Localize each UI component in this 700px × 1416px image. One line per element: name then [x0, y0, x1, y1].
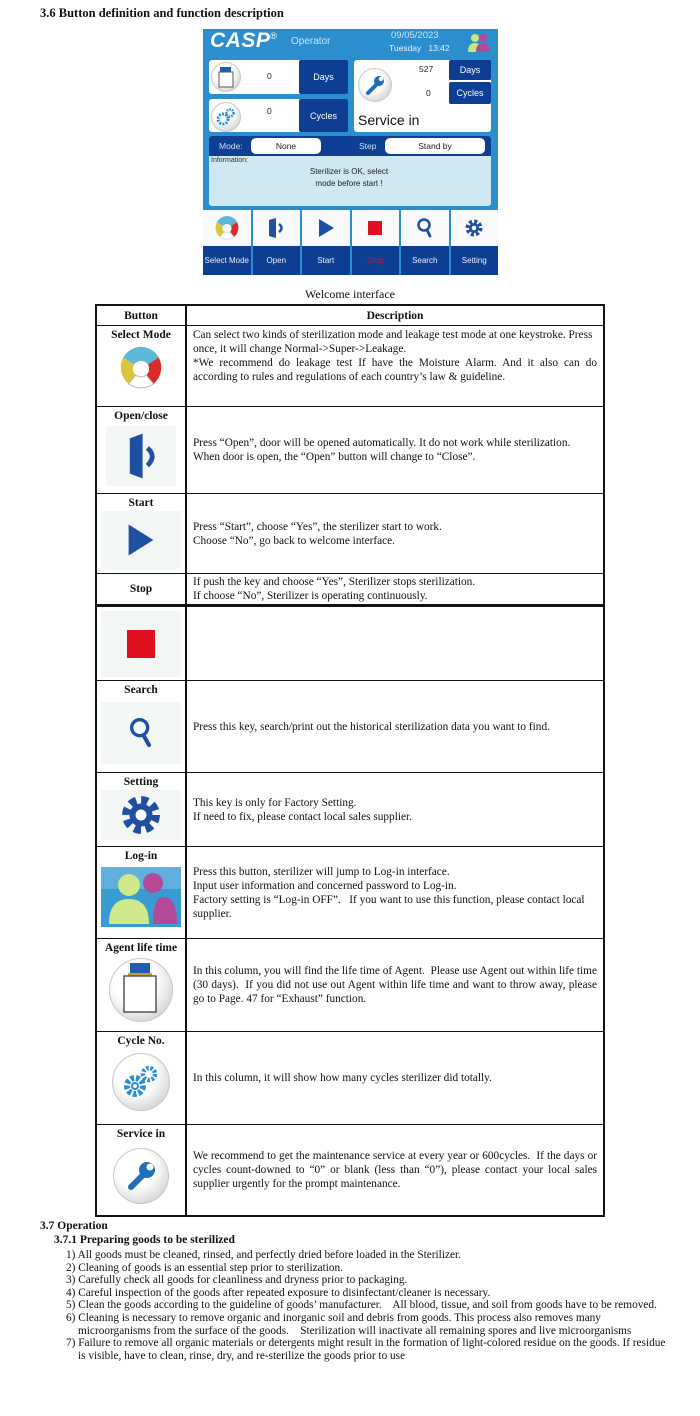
- list-item: 4) Careful inspection of the goods after repeated exposure to disinfectant/cleaner is necessary.: [66, 1286, 491, 1299]
- gear-icon: [464, 218, 484, 238]
- header-button: Button: [97, 306, 187, 325]
- description-line: *We recommend do leakage test If have the Moisture Alarm. And it also can do according to rules and regulations of each country’s law & guideline.: [193, 357, 597, 383]
- description-line: We recommend to get the maintenance service at every year or 600cycles. If the days or cycles count-downed to “0” or blank (less than “0”), please contact your local sales supplier urgently for the prompt maintenance.: [193, 1150, 600, 1190]
- table-row: [97, 1031, 603, 1124]
- figure-caption: Welcome interface: [305, 287, 395, 301]
- welcome-interface-screen: [203, 29, 498, 275]
- open-label: Open: [253, 246, 301, 275]
- description-line: Press “Start”, choose “Yes”, the sterilizer start to work.: [193, 520, 442, 533]
- button-name: Start: [128, 497, 154, 509]
- table-row: [97, 680, 603, 772]
- start-button[interactable]: [302, 210, 350, 275]
- button-name: Agent life time: [104, 942, 178, 954]
- registered-mark: ®: [270, 31, 278, 41]
- service-days-value: 527: [419, 64, 434, 74]
- user-role: Operator: [291, 36, 331, 47]
- search-label: Search: [401, 246, 449, 275]
- table-row: [97, 938, 603, 1031]
- service-days-unit: Days: [449, 60, 491, 81]
- agent-life-panel: [209, 60, 348, 94]
- step-label: Step: [359, 141, 377, 151]
- list-item: 1) All goods must be cleaned, rinsed, and perfectly dried before loaded in the Sterilizer.: [66, 1249, 461, 1261]
- table-row: [97, 406, 603, 493]
- cycle-gears-icon: [211, 102, 241, 132]
- list-item: 2) Cleaning of goods is an essential step prior to sterilization.: [66, 1261, 344, 1274]
- list-item: 5) Clean the goods according to the guideline of goods’ manufacturer. All blood, tissue, and soil from goods have to be removed.: [66, 1299, 657, 1312]
- wrench-icon: [113, 1148, 169, 1204]
- button-name: Cycle No.: [117, 1035, 165, 1047]
- mode-value: None: [251, 138, 321, 154]
- table-row: [97, 846, 603, 938]
- login-users-icon[interactable]: [467, 32, 491, 52]
- button-name: Service in: [116, 1128, 166, 1140]
- description-line: Factory setting is “Log-in OFF”. If you want to use this function, please contact local supplier.: [193, 893, 588, 920]
- information-panel: [209, 136, 491, 206]
- table-row: [97, 325, 603, 406]
- setting-label: Setting: [451, 246, 499, 275]
- mode-label: Mode:: [219, 141, 243, 151]
- description-line: Press “Open”, door will be opened automatically. It do not work while sterilization. When door is open, the “Open” button will change to “Close”.: [193, 437, 571, 463]
- info-line-1: Sterilizer is OK, select: [309, 167, 389, 176]
- logo-text: CASP: [210, 29, 271, 52]
- day-time-display: Tuesday 13:42: [389, 43, 450, 53]
- casp-logo: [210, 29, 278, 53]
- select-mode-label: Select Mode: [203, 246, 251, 275]
- agent-days-unit: Days: [299, 60, 348, 94]
- list-item: 3) Carefully check all goods for cleanliness and dryness prior to packaging.: [66, 1274, 408, 1287]
- stop-label: Stop: [352, 246, 400, 275]
- description-line: If push the key and choose “Yes”, Sterilizer stops sterilization.: [193, 576, 476, 588]
- information-label: Information:: [211, 157, 248, 164]
- button-name: Setting: [123, 776, 159, 788]
- button-name: Select Mode: [111, 329, 171, 341]
- section-heading-3-7-1: 3.7.1 Preparing goods to be sterilized: [54, 1234, 235, 1246]
- agent-days-value: 0: [267, 71, 272, 81]
- description-line: This key is only for Factory Setting.: [193, 796, 357, 809]
- search-icon: [416, 217, 434, 239]
- table-row: [97, 493, 603, 573]
- door-open-icon: [125, 432, 157, 480]
- screen-header: [203, 29, 498, 55]
- door-open-icon: [266, 217, 286, 239]
- cycles-value: 0: [267, 106, 272, 116]
- setting-button[interactable]: [451, 210, 499, 275]
- section-heading-3-7: 3.7 Operation: [40, 1220, 108, 1232]
- list-item: 7) Failure to remove all organic materials or detergents might result in the formation of light-colored residue on the goods. If residue is visible, have to clean, rinse, dry, and re-sterilize the goods prior to use: [66, 1337, 666, 1362]
- date-display: 09/05/2023: [391, 30, 439, 41]
- select-mode-icon: [118, 345, 164, 391]
- section-heading-3-6: 3.6 Button definition and function description: [40, 6, 284, 20]
- table-row: [97, 604, 603, 680]
- stop-icon: [367, 220, 383, 236]
- description-line: Input user information and concerned password to Log-in.: [193, 879, 457, 892]
- search-button[interactable]: [401, 210, 449, 275]
- table-row: [97, 573, 603, 604]
- gear-icon: [120, 794, 162, 836]
- description-line: Choose “No”, go back to welcome interface.: [193, 534, 396, 547]
- list-item: 6) Cleaning is necessary to remove organic and inorganic soil and debris from goods. This process also removes many microorganisms from the surface of the goods. Sterilization will inactivate all remaining spores and live microorganisms: [66, 1311, 632, 1337]
- select-mode-button[interactable]: [203, 210, 251, 275]
- select-mode-icon: [214, 215, 240, 241]
- service-cycles-unit: Cycles: [449, 82, 491, 104]
- button-name: Open/close: [114, 410, 168, 422]
- open-button[interactable]: [253, 210, 301, 275]
- stop-icon: [127, 630, 155, 658]
- preparation-list: [66, 1249, 666, 1362]
- description-line: Press this button, sterilizer will jump to Log-in interface.: [193, 865, 450, 878]
- table-header-row: [97, 306, 603, 325]
- agent-bottle-icon: [211, 62, 241, 92]
- description-line: If need to fix, please contact local sales supplier.: [193, 810, 412, 823]
- information-message: [269, 166, 429, 190]
- start-label: Start: [302, 246, 350, 275]
- service-cycles-value: 0: [426, 88, 431, 98]
- mode-step-bar: [209, 136, 491, 156]
- button-description-table: [95, 304, 605, 1217]
- service-in-label: Service in: [358, 112, 420, 128]
- service-in-panel: [354, 60, 491, 132]
- screen-button-row: [203, 210, 498, 275]
- button-name: Log-in: [124, 850, 158, 862]
- wrench-icon: [358, 68, 392, 102]
- description-line: In this column, it will show how many cycles sterilizer did totally.: [193, 1072, 492, 1084]
- stop-button[interactable]: [352, 210, 400, 275]
- search-icon: [129, 717, 153, 749]
- play-icon: [317, 218, 335, 238]
- description-line: In this column, you will find the life time of Agent. Please use Agent out within life time (30 days). If you did not use out Agent within life time and want to throw away, please go to Page. 47 for “Exhaust” function.: [193, 965, 600, 1005]
- cycle-count-panel: [209, 99, 348, 132]
- button-name: Stop: [129, 583, 153, 595]
- header-description: Description: [366, 309, 424, 322]
- cycles-unit: Cycles: [299, 99, 348, 132]
- description-line: Press this key, search/print out the historical sterilization data you want to find.: [193, 720, 550, 733]
- play-icon: [127, 523, 155, 557]
- step-value: Stand by: [385, 138, 485, 154]
- login-users-icon: [101, 867, 181, 927]
- info-line-2: mode before start !: [315, 179, 383, 188]
- description-line: If choose “No”, Sterilizer is operating continuously.: [193, 590, 428, 602]
- agent-bottle-icon: [109, 958, 173, 1022]
- button-name: Search: [124, 684, 158, 696]
- cycle-gears-icon: [112, 1053, 170, 1111]
- table-row: [97, 1124, 603, 1215]
- description-line: Can select two kinds of sterilization mode and leakage test mode at one keystroke. Press once, it will change Normal->Super->Leakage.: [193, 329, 593, 355]
- table-row: [97, 772, 603, 846]
